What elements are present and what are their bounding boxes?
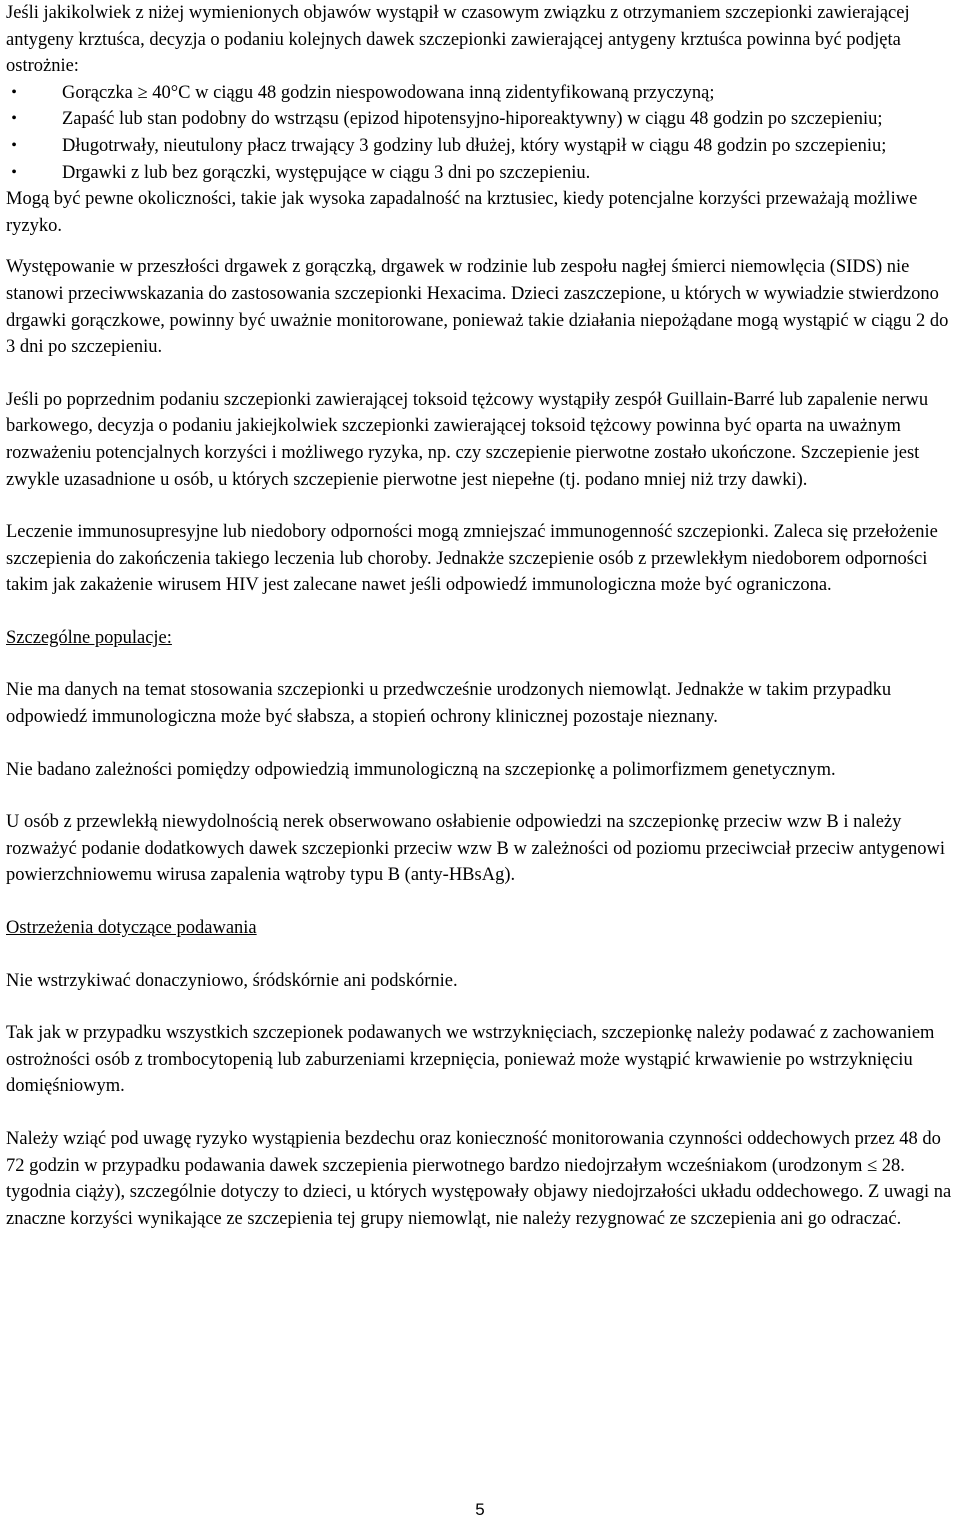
list-item — [6, 160, 956, 187]
injection-route-paragraph: Nie wstrzykiwać donaczyniowo, śródskórnie ani podskórnie. — [6, 970, 458, 991]
administration-warnings-heading: Ostrzeżenia dotyczące podawania — [6, 918, 257, 939]
list-item-text: Drgawki z lub bez gorączki, występujące w ciągu 3 dni po szczepieniu. — [62, 162, 591, 183]
renal-insufficiency-paragraph: U osób z przewlekłą niewydolnością nerek obserwowano osłabienie odpowiedzi na szczepionkę przeciw wzw B i należy rozważyć podanie dodatkowych dawek szczepionki przeciw wzw B w zależności od poziomu przeciwciał przeciw antygenowi powierzchniowemu wirusa zapalenia wątroby typu B (anty-HBsAg). — [6, 812, 946, 886]
premature-infants-paragraph: Nie ma danych na temat stosowania szczepionki u przedwcześnie urodzonych niemowląt. Jednakże w takim przypadku odpowiedź immunologiczna może być słabsza, a stopień ochrony klinicznej pozostaje nieznany. — [6, 680, 892, 728]
list-item-text: Gorączka ≥ 40°C w ciągu 48 godzin niespowodowana inną zidentyfikowaną przyczyną; — [62, 82, 715, 103]
risk-benefit-paragraph: Mogą być pewne okoliczności, takie jak wysoka zapadalność na krztusiec, kiedy potencjalne korzyści przeważają możliwe ryzyko. — [6, 189, 918, 236]
list-item-text: Długotrwały, nieutulony płacz trwający 3 godziny lub dłużej, który wystąpił w ciągu 48 godzin po szczepieniu; — [62, 135, 887, 156]
bullet-icon: • — [11, 83, 17, 101]
pertussis-section — [6, 0, 956, 239]
apnea-risk-paragraph: Należy wziąć pod uwagę ryzyko wystąpienia bezdechu oraz konieczność monitorowania czynności oddechowych przez 48 do 72 godzin w przypadku podawania dawek szczepienia pierwotnego bardzo niedojrzałym wcześniakom (urodzonym ≤ 28. tygodnia ciąży), szczególnie dotyczy to dzieci, u których występowały objawy niedojrzałości układu oddechowego. Z uwagi na znaczne korzyści wynikające ze szczepienia tej grupy niemowląt, nie należy rezygnować ze szczepienia ani go odraczać. — [6, 1129, 952, 1229]
page-number: 5 — [475, 1500, 485, 1519]
special-populations-heading: Szczególne populacje: — [6, 627, 172, 648]
list-item-text: Zapaść lub stan podobny do wstrząsu (epizod hipotensyjno-hiporeaktywny) w ciągu 48 godzin po szczepieniu; — [62, 109, 883, 130]
symptom-list — [6, 80, 956, 186]
immunosuppression-paragraph: Leczenie immunosupresyjne lub niedobory odporności mogą zmniejszać immunogenność szczepionki. Zaleca się przełożenie szczepienia do zakończenia takiego leczenia lub choroby. Jednakże szczepienie osób z przewlekłym niedoborem odporności takim jak zakażenie wirusem HIV jest zalecane nawet jeśli odpowiedź immunologiczna może być ograniczona. — [6, 522, 938, 596]
bullet-icon: • — [11, 136, 17, 154]
document-page — [6, 0, 956, 1258]
seizures-paragraph: Występowanie w przeszłości drgawek z gorączką, drgawek w rodzinie lub zespołu nagłej śmierci niemowlęcia (SIDS) nie stanowi przeciwwskazania do zastosowania szczepionki Hexacima. Dzieci zaszczepione, u których w wywiadzie stwierdzono drgawki gorączkowe, powinny być uważnie monitorowane, ponieważ takie działania niepożądane mogą wystąpić w ciągu 2 do 3 dni po szczepieniu. — [6, 257, 949, 358]
guillain-barre-paragraph: Jeśli po poprzednim podaniu szczepionki zawierającej toksoid tężcowy wystąpiły zespół Guillain-Barré lub zapalenie nerwu barkowego, decyzja o podaniu jakiejkolwiek szczepionki zawierającej toksoid tężcowy powinna być oparta na uważnym rozważeniu potencjalnych korzyści i możliwego ryzyka, np. czy szczepienie pierwotne zostało ukończone. Szczepienie jest zwykle uzasadnione u osób, u których szczepienie pierwotne jest niepełne (tj. podano mniej niż trzy dawki). — [6, 389, 929, 490]
bleeding-risk-paragraph: Tak jak w przypadku wszystkich szczepionek podawanych we wstrzyknięciach, szczepionkę należy podawać z zachowaniem ostrożności osób z trombocytopenią lub zaburzeniami krzepnięcia, ponieważ może wystąpić krwawienie po wstrzyknięciu domięśniowym. — [6, 1023, 935, 1097]
list-item — [6, 106, 956, 133]
bullet-icon: • — [11, 110, 17, 128]
intro-paragraph: Jeśli jakikolwiek z niżej wymienionych objawów wystąpił w czasowym związku z otrzymaniem szczepionki zawierającej antygeny krztuśca, decyzja o podaniu kolejnych dawek szczepionki zawierającej antygeny krztuśca powinna być podjęta ostrożnie: — [6, 3, 910, 77]
list-item — [6, 80, 956, 107]
bullet-icon: • — [11, 163, 17, 181]
list-item — [6, 133, 956, 160]
genetic-polymorphism-paragraph: Nie badano zależności pomiędzy odpowiedzią immunologiczną na szczepionkę a polimorfizmem genetycznym. — [6, 759, 836, 780]
